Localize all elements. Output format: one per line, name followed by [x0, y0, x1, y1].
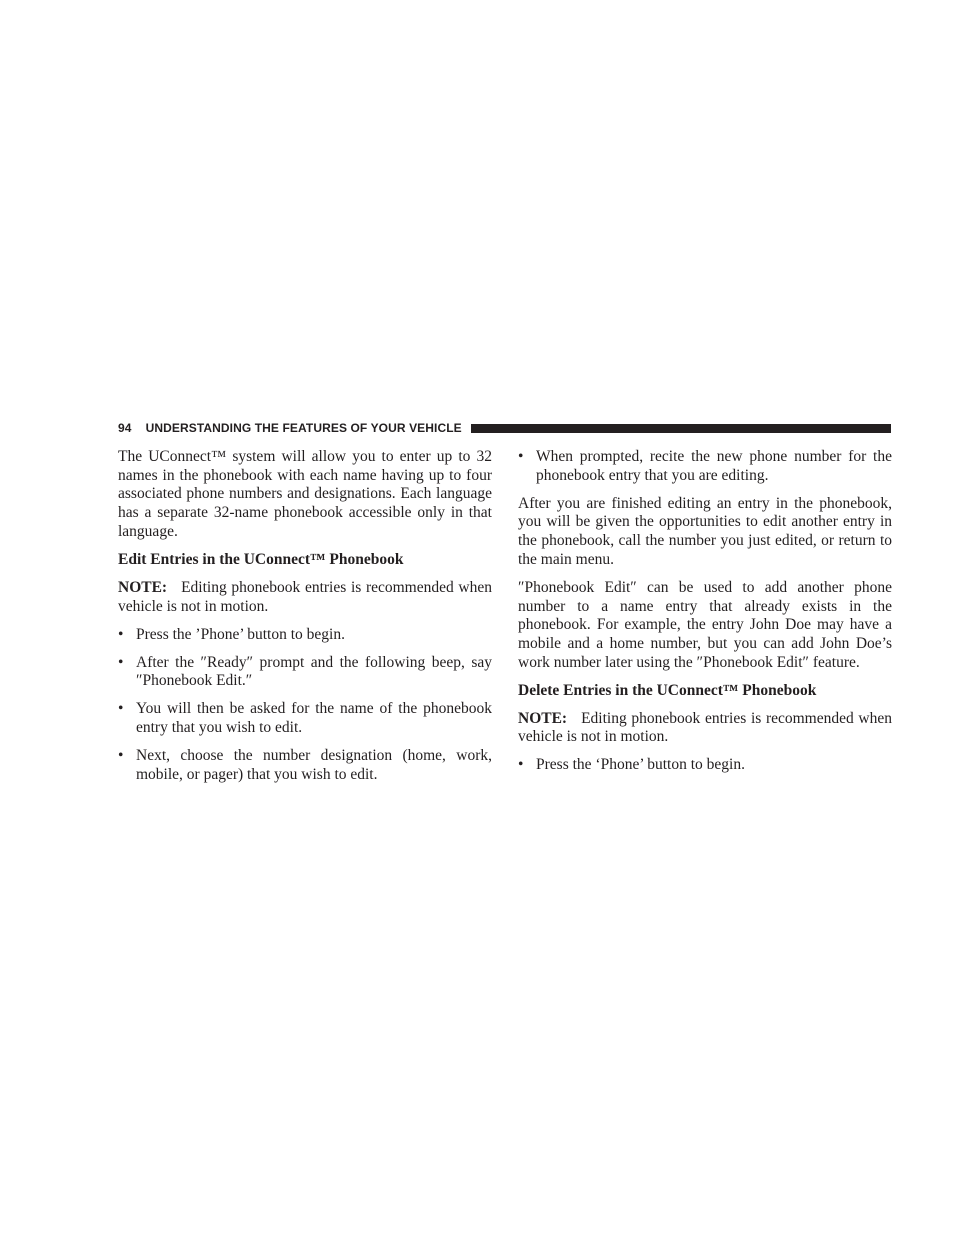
left-column [118, 448, 492, 794]
list-item [518, 448, 892, 485]
header-rule [471, 424, 891, 433]
list-item-text: Next, choose the number designation (home, work, mobile, or pager) that you wish to edit. [136, 746, 492, 783]
right-column [518, 448, 892, 784]
list-item [118, 700, 492, 737]
page-number: 94 [118, 421, 132, 435]
bullet-icon: • [518, 756, 524, 774]
edit-steps-list [118, 626, 492, 785]
delete-note [518, 710, 892, 747]
bullet-icon: • [118, 625, 124, 643]
list-item-text: You will then be asked for the name of the phonebook entry that you wish to edit. [136, 700, 492, 736]
list-item-text: Press the ‘Phone’ button to begin. [536, 756, 745, 774]
list-item-text: After the ″Ready″ prompt and the following beep, say ″Phonebook Edit.″ [136, 653, 492, 690]
list-item [118, 626, 492, 645]
after-edit-paragraph: After you are finished editing an entry in the phonebook, you will be given the opportunities to edit another entry in the phonebook, call the number you just edited, or return to the main menu. [518, 494, 892, 568]
list-item-text: When prompted, recite the new phone number for the phonebook entry that you are editing. [536, 448, 892, 484]
section-title: UNDERSTANDING THE FEATURES OF YOUR VEHICLE [145, 421, 462, 435]
edit-entries-heading: Edit Entries in the UConnect™ Phonebook [118, 550, 404, 568]
edit-note [118, 579, 492, 616]
page-header [118, 420, 891, 436]
bullet-icon: • [518, 448, 524, 465]
note-label: NOTE: [518, 709, 568, 727]
note-label: NOTE: [118, 578, 168, 596]
edit-steps-continued-list [518, 448, 892, 485]
bullet-icon: • [118, 653, 124, 671]
intro-paragraph: The UConnect™ system will allow you to enter up to 32 names in the phonebook with each name having up to four associated phone numbers and designations. Each language has a separate 32-name phonebook accessible only in that language. [118, 448, 492, 540]
bullet-icon: • [118, 700, 124, 718]
bullet-icon: • [118, 746, 124, 764]
note-text: Editing phonebook entries is recommended when vehicle is not in motion. [118, 578, 492, 615]
delete-entries-heading: Delete Entries in the UConnect™ Phonebook [518, 681, 817, 699]
list-item [118, 747, 492, 784]
list-item [118, 654, 492, 691]
note-text: Editing phonebook entries is recommended when vehicle is not in motion. [518, 709, 892, 746]
phonebook-edit-paragraph: ″Phonebook Edit″ can be used to add another phone number to a name entry that already exists in the phonebook. For example, the entry John Doe may have a mobile and a home number, but you can add John Doe’s work number later using the ″Phonebook Edit″ feature. [518, 578, 892, 671]
list-item-text: Press the ’Phone’ button to begin. [136, 625, 345, 643]
delete-steps-list [518, 756, 892, 775]
list-item [518, 756, 892, 775]
